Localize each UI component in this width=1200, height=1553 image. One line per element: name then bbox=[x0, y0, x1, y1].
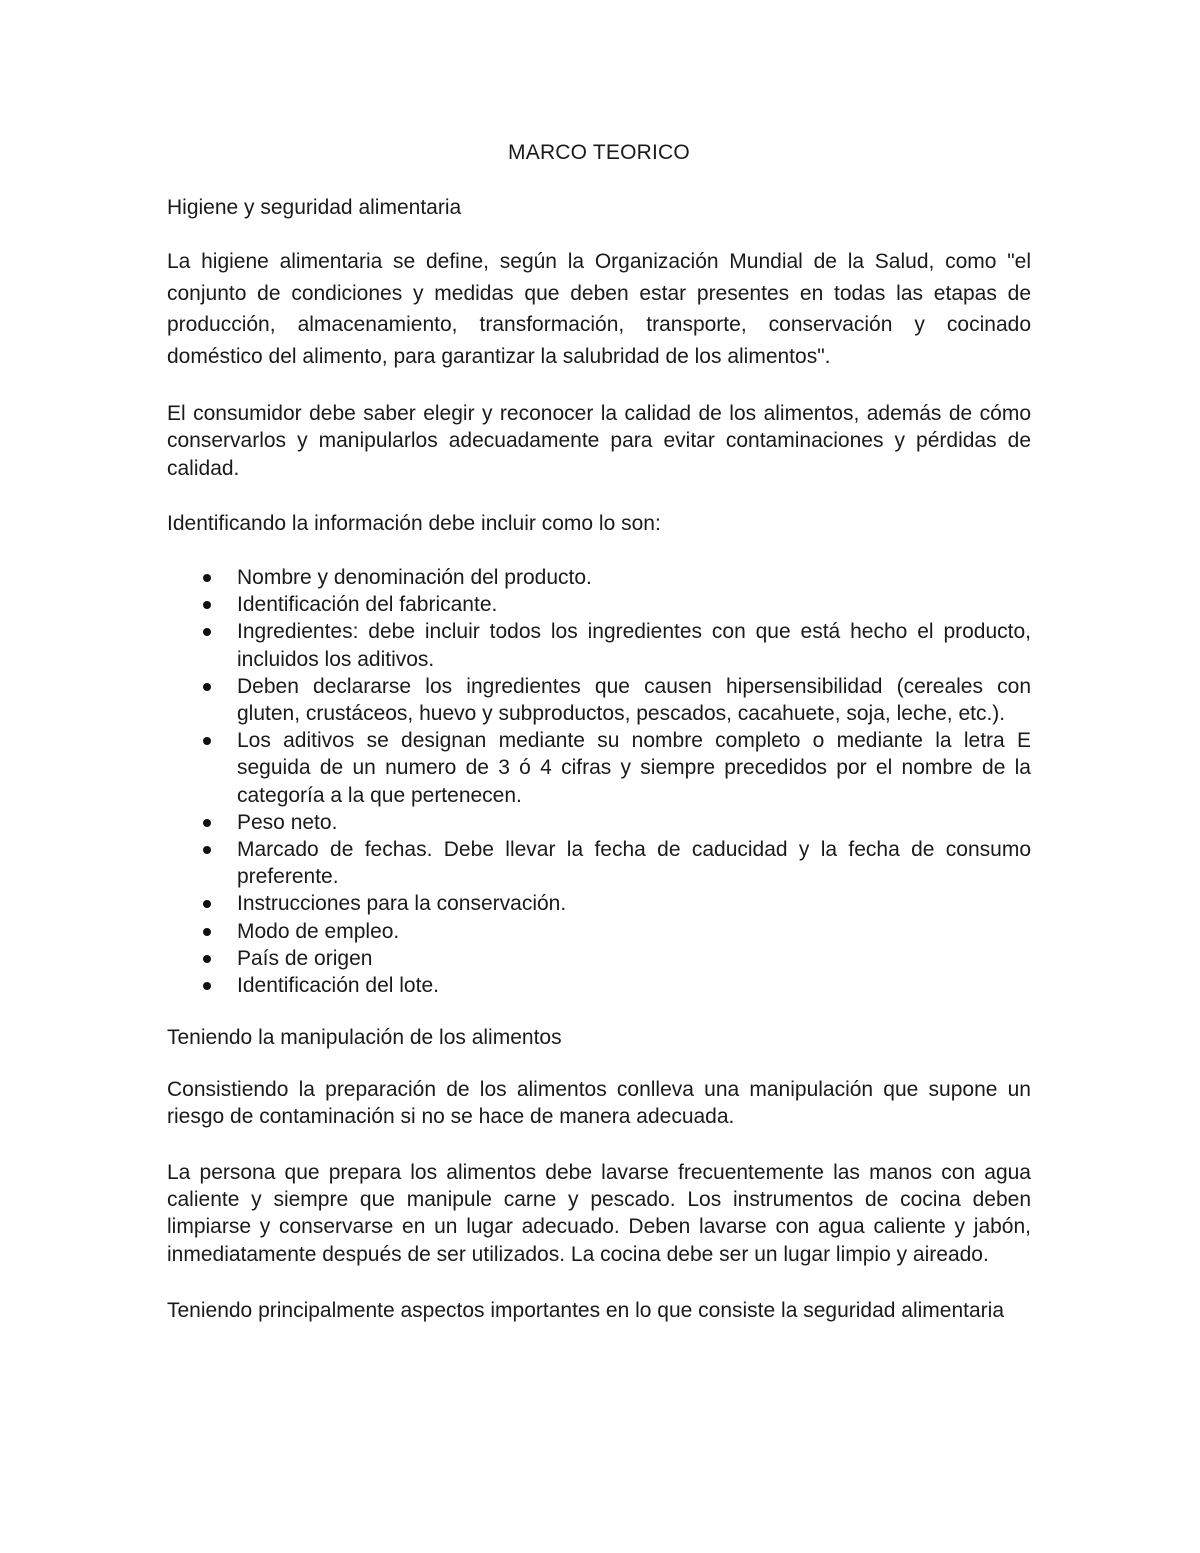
intro-paragraph: La higiene alimentaria se define, según la Organización Mundial de la Salud, como "el conjunto de condiciones y medidas que deben estar presentes en todas las etapas de producción, almacenamiento, transformación, transporte, conservación y cocinado doméstico del alimento, para garantizar la salubridad de los alimentos". bbox=[167, 250, 1031, 368]
list-item bbox=[167, 618, 1031, 672]
list-item bbox=[167, 890, 1031, 917]
list-item bbox=[167, 972, 1031, 999]
list-item-text: Instrucciones para la conservación. bbox=[237, 892, 567, 916]
list-item bbox=[167, 918, 1031, 945]
list-intro: Identificando la información debe incluir como lo son: bbox=[167, 511, 661, 535]
list-item bbox=[167, 564, 1031, 591]
bullet-icon bbox=[203, 683, 211, 691]
list-item-text: Marcado de fechas. Debe llevar la fecha de caducidad y la fecha de consumo preferente. bbox=[237, 837, 1031, 889]
bullet-icon bbox=[203, 819, 211, 827]
list-item-text: Peso neto. bbox=[237, 810, 338, 834]
manipulation-heading: Teniendo la manipulación de los alimentos bbox=[167, 1026, 562, 1050]
requirements-list bbox=[167, 564, 1031, 999]
bullet-icon bbox=[203, 928, 211, 936]
list-item-text: Los aditivos se designan mediante su nombre completo o mediante la letra E seguida de un numero de 3 ó 4 cifras y siempre precedidos por el nombre de la categoría a la que pertenecen. bbox=[237, 729, 1031, 807]
list-item-text: Identificación del lote. bbox=[237, 973, 439, 997]
final-paragraph: Teniendo principalmente aspectos importantes en lo que consiste la seguridad alimentaria bbox=[167, 1298, 1004, 1322]
list-item-text: Identificación del fabricante. bbox=[237, 593, 498, 617]
document-body bbox=[167, 138, 1031, 1326]
bullet-icon bbox=[203, 628, 211, 636]
bullet-icon bbox=[203, 900, 211, 908]
bullet-icon bbox=[203, 574, 211, 582]
list-item-text: Ingredientes: debe incluir todos los ingredientes con que está hecho el producto, incluidos los aditivos. bbox=[237, 620, 1031, 671]
bullet-icon bbox=[203, 982, 211, 990]
section-heading: Higiene y seguridad alimentaria bbox=[167, 196, 462, 219]
person-paragraph: La persona que prepara los alimentos debe lavarse frecuentemente las manos con agua caliente y siempre que manipule carne y pescado. Los instrumentos de cocina deben limpiarse y conservarse en un lugar adecuado. Deben lavarse con agua caliente y jabón, inmediatamente después de ser utilizados. La cocina debe ser un lugar limpio y aireado. bbox=[167, 1160, 1031, 1266]
list-item-text: País de origen bbox=[237, 946, 373, 970]
list-item-text: Nombre y denominación del producto. bbox=[237, 565, 592, 589]
bullet-icon bbox=[203, 846, 211, 854]
manipulation-paragraph: Consistiendo la preparación de los alimentos conlleva una manipulación que supone un riesgo de contaminación si no se hace de manera adecuada. bbox=[167, 1078, 1031, 1129]
list-item bbox=[167, 809, 1031, 836]
list-item bbox=[167, 836, 1031, 890]
bullet-icon bbox=[203, 737, 211, 745]
consumer-paragraph: El consumidor debe saber elegir y reconocer la calidad de los alimentos, además de cómo conservarlos y manipularlos adecuadamente para evitar contaminaciones y pérdidas de calidad. bbox=[167, 402, 1031, 480]
list-item bbox=[167, 727, 1031, 809]
list-item-text: Deben declararse los ingredientes que causen hipersensibilidad (cereales con gluten, crustáceos, huevo y subproductos, pescados, cacahuete, soja, leche, etc.). bbox=[237, 674, 1031, 725]
bullet-icon bbox=[203, 955, 211, 963]
list-item bbox=[167, 673, 1031, 727]
document-title: MARCO TEORICO bbox=[508, 141, 690, 164]
bullet-icon bbox=[203, 601, 211, 609]
list-item bbox=[167, 945, 1031, 972]
list-item bbox=[167, 591, 1031, 618]
list-item-text: Modo de empleo. bbox=[237, 919, 400, 943]
